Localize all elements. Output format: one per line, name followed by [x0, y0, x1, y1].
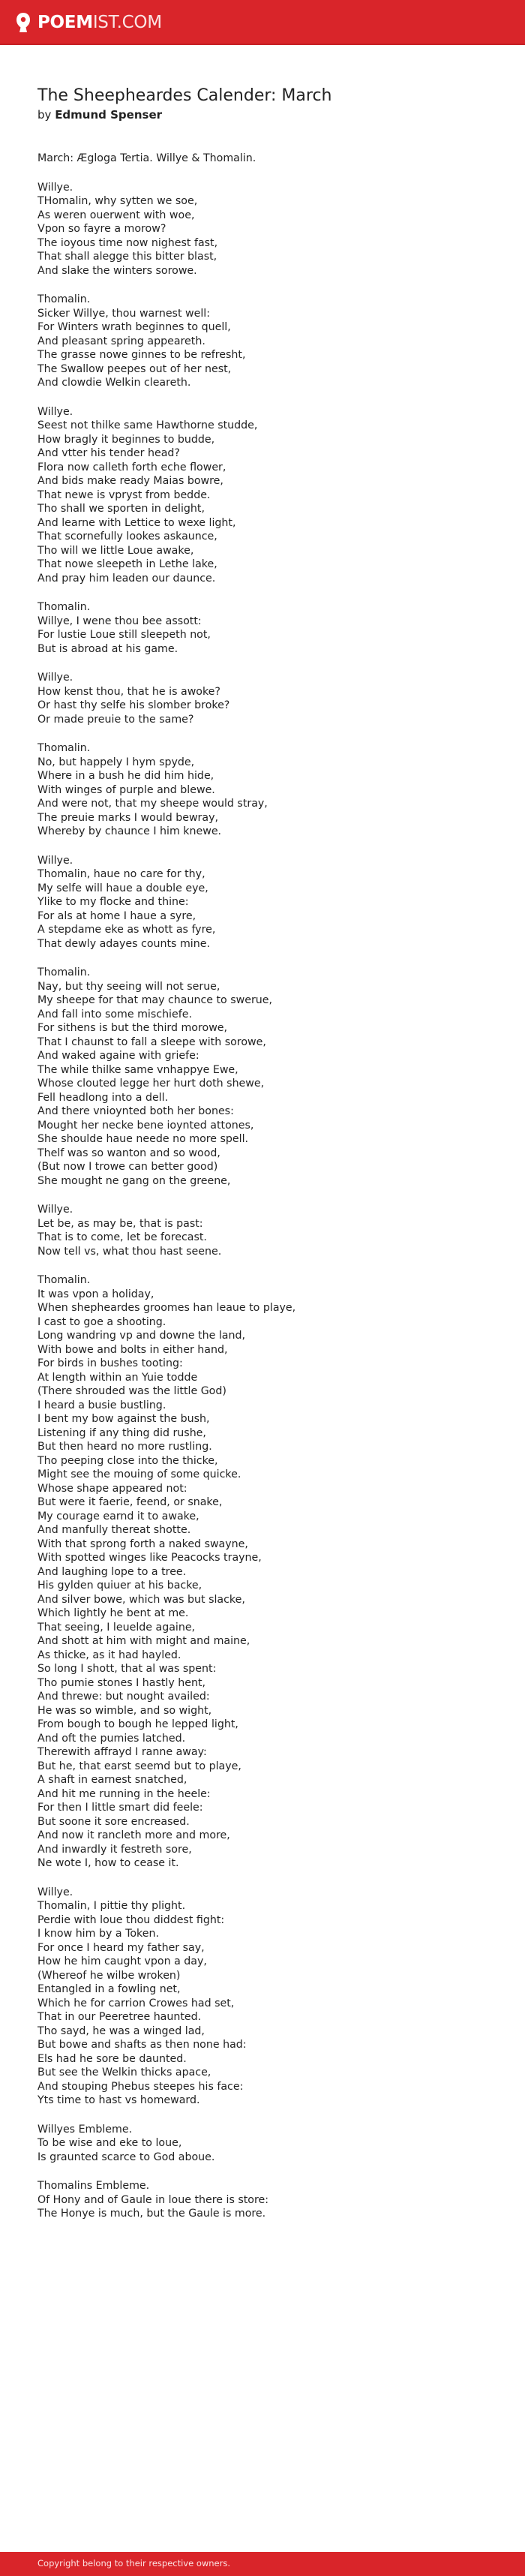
poem-line: Or made preuie to the same? [38, 713, 194, 726]
poem-stanza [38, 966, 488, 1188]
poem-line: Tho sayd, he was a winged lad, [38, 2024, 205, 2037]
poem-line: And vtter his tender head? [38, 447, 180, 459]
poem-line: For sithens is but the third morowe, [38, 1022, 228, 1034]
poem-line: (Whereof he wilbe wroken) [38, 1969, 181, 1982]
logo-wordmark [38, 13, 162, 32]
poem-line: To be wise and eke to loue, [38, 2137, 182, 2149]
poem-line: Thomalin, haue no care for thy, [38, 868, 206, 880]
poem-stanza [38, 405, 488, 586]
poem-line: (But now I trowe can better good) [38, 1161, 218, 1173]
poem-line: Sicker Willye, thou warnest well: [38, 307, 211, 320]
poem-line: And bids make ready Maias bowre, [38, 475, 224, 487]
poem-line: And pray him leaden our daunce. [38, 572, 216, 585]
poem-line: THomalin, why sytten we soe, [38, 195, 198, 207]
poem-line: Thomalin. [38, 293, 91, 305]
poem-line: He was so wimble, and so wight, [38, 1704, 212, 1717]
poem-line: Thomalin. [38, 1274, 91, 1286]
poem-line: Whose shape appeared not: [38, 1482, 188, 1495]
poem-line: And shott at him with might and maine, [38, 1635, 250, 1647]
poem-line: Which he for carrion Crowes had set, [38, 1997, 235, 2009]
poem-line: Thomalin. [38, 601, 91, 613]
poem-line: That scornefully lookes askaunce, [38, 531, 218, 543]
poem-line: And inwardly it festreth sore, [38, 1843, 192, 1856]
poem-line: My sheepe for that may chaunce to swerue, [38, 994, 273, 1006]
poem-line: That nowe sleepeth in Lethe lake, [38, 558, 218, 570]
poem-line: Tho will we little Loue awake, [38, 544, 194, 557]
poem-line: For once I heard my father say, [38, 1941, 205, 1954]
poem-line: The Honye is much, but the Gaule is more. [38, 2208, 266, 2220]
poem-title: The Sheepheardes Calender: March [38, 86, 332, 105]
poem-line: (There shrouded was the little God) [38, 1385, 226, 1397]
poem-line: And pleasant spring appeareth. [38, 335, 206, 347]
poem-line: That I chaunst to fall a sleepe with sorowe, [38, 1036, 266, 1048]
poem-line: With bowe and bolts in either hand, [38, 1343, 228, 1356]
poem-line: Long wandring vp and downe the land, [38, 1330, 245, 1342]
poem-line: I know him by a Token. [38, 1928, 159, 1940]
poem-line: Mought her necke bene ioynted attones, [38, 1119, 254, 1132]
poem-line: Willye. [38, 1204, 74, 1216]
poem-line: And clowdie Welkin cleareth. [38, 377, 191, 389]
poem-article [38, 86, 488, 2236]
poem-line: But were it faerie, feend, or snake, [38, 1496, 223, 1508]
poem-line: No, but happely I hym spyde, [38, 756, 195, 768]
poem-line: And laughing lope to a tree. [38, 1565, 187, 1578]
poem-line: But he, that earst seemd but to playe, [38, 1760, 242, 1772]
poem-line: From bough to bough he lepped light, [38, 1718, 238, 1730]
logo-text-light: IST.COM [92, 13, 162, 32]
poem-line: Where in a bush he did him hide, [38, 770, 214, 782]
poem-line: But see the Welkin thicks apace, [38, 2067, 212, 2079]
poem-line: Willyes Embleme. [38, 2123, 133, 2136]
poem-stanza [38, 1886, 488, 2108]
poem-line: But is abroad at his game. [38, 642, 178, 655]
poem-line: Flora now calleth forth eche flower, [38, 461, 226, 473]
poem-stanza [38, 671, 488, 726]
poem-line: But soone it sore encreased. [38, 1815, 190, 1828]
poem-line: With that sprong forth a naked swayne, [38, 1537, 248, 1550]
poem-line: Thomalins Embleme. [38, 2180, 150, 2192]
poem-line: Whose clouted legge her hurt doth shewe, [38, 1078, 265, 1090]
poem-line: The grasse nowe ginnes to be refresht, [38, 349, 246, 361]
poem-line: How bragly it beginnes to budde, [38, 433, 215, 446]
poem-line: That is to come, let be forecast. [38, 1231, 207, 1243]
poem-line: And threwe: but nought availed: [38, 1691, 210, 1703]
poem-line: Willye. [38, 181, 74, 194]
poem-line: And manfully thereat shotte. [38, 1524, 191, 1536]
poem-stanza [38, 854, 488, 951]
poem-line: Listening if any thing did rushe, [38, 1426, 206, 1439]
poem-stanza [38, 741, 488, 839]
poem-line: Willye. [38, 672, 74, 684]
poem-line: For then I little smart did feele: [38, 1802, 203, 1814]
poem-line: That in our Peeretree haunted. [38, 2011, 202, 2023]
poem-line: The Swallow peepes out of her nest, [38, 362, 232, 375]
poem-line: Entangled in a fowling net, [38, 1983, 181, 1995]
poem-line: For birds in bushes tooting: [38, 1357, 183, 1369]
poem-line: A stepdame eke as whott as fyre, [38, 924, 216, 936]
poem-line: Is graunted scarce to God aboue. [38, 2151, 215, 2163]
poem-line: That shall alegge this bitter blast, [38, 251, 218, 263]
poem-line: Thelf was so wanton and so wood, [38, 1147, 220, 1159]
poem-line: Might see the mouing of some quicke. [38, 1468, 242, 1480]
author-link[interactable]: Edmund Spenser [55, 108, 163, 122]
poem-line: Tho peeping close into the thicke, [38, 1454, 218, 1467]
poem-line: With winges of purple and blewe. [38, 783, 215, 796]
poem-line: Whereby by chaunce I him knewe. [38, 825, 222, 837]
poem-line: So long I shott, that al was spent: [38, 1663, 217, 1675]
poem-stanza [38, 1273, 488, 1871]
poem-line: Perdie with loue thou diddest fight: [38, 1913, 225, 1926]
poem-line: Which lightly he bent at me. [38, 1607, 189, 1619]
poem-line: With spotted winges like Peacocks trayne, [38, 1552, 262, 1564]
poem-line: Let be, as may be, that is past: [38, 1217, 203, 1230]
poem-stanza [38, 2179, 488, 2221]
poem-line: That seeing, I leuelde againe, [38, 1621, 196, 1634]
poem-line: Or hast thy selfe his slomber broke? [38, 699, 230, 711]
poem-line: The while thilke same vnhappye Ewe, [38, 1063, 238, 1076]
poem-line: She shoulde haue neede no more spell. [38, 1133, 249, 1145]
poem-line: Of Hony and of Gaule in loue there is store: [38, 2193, 269, 2206]
poem-line: The ioyous time now nighest fast, [38, 236, 218, 249]
poem-line: As weren ouerwent with woe, [38, 209, 195, 221]
site-header [0, 0, 525, 45]
poem-line: As thicke, as it had hayled. [38, 1649, 182, 1661]
poem-line: When shepheardes groomes han leaue to playe, [38, 1302, 296, 1314]
poem-line: His gylden quiuer at his backe, [38, 1580, 202, 1592]
poem-line: For als at home I haue a syre, [38, 909, 196, 922]
poem-line: Thomalin, I pittie thy plight. [38, 1900, 186, 1912]
site-footer [0, 2552, 525, 2576]
poem-line: I bent my bow against the bush, [38, 1413, 210, 1425]
poem-line: And silver bowe, which was but slacke, [38, 1593, 245, 1606]
poem-line: Now tell vs, what thou hast seene. [38, 1245, 222, 1258]
poem-line: I heard a busie bustling. [38, 1399, 166, 1411]
poem-line: Willye. [38, 1886, 74, 1898]
poem-stanza [38, 600, 488, 656]
poem-line: And hit me running in the heele: [38, 1787, 211, 1800]
poem-line: I cast to goe a shooting. [38, 1315, 166, 1328]
logo-text-bold: POEM [38, 13, 93, 32]
poem-line: Ylike to my flocke and thine: [38, 896, 189, 908]
poem-line: And oft the pumies latched. [38, 1732, 186, 1745]
poem-line: And fall into some mischiefe. [38, 1008, 192, 1020]
poem-stanza [38, 293, 488, 390]
poem-line: That dewly adayes counts mine. [38, 937, 210, 950]
poem-line: And were not, that my sheepe would stray, [38, 798, 268, 810]
poem-stanza [38, 152, 488, 166]
poem-line: How kenst thou, that he is awoke? [38, 685, 220, 698]
poem-stanza [38, 181, 488, 278]
poem-line: Nay, but thy seeing will not serue, [38, 980, 220, 993]
byline [38, 107, 488, 122]
poem-stanza [38, 2123, 488, 2165]
poem-line: My courage earnd it to awake, [38, 1510, 200, 1522]
poem-line: How he him caught vpon a day, [38, 1955, 207, 1967]
poem-line: But then heard no more rustling. [38, 1441, 212, 1453]
poem-line: Therewith affrayd I ranne away: [38, 1746, 207, 1758]
poem-stanza [38, 1203, 488, 1258]
poem-line: And now it rancleth more and more, [38, 1829, 230, 1841]
poem-line: Tho pumie stones I hastly hent, [38, 1676, 206, 1689]
poem-line: For lustie Loue still sleepeth not, [38, 629, 211, 641]
poem-line: Seest not thilke same Hawthorne studde, [38, 419, 258, 431]
poem-line: My selfe will haue a double eye, [38, 882, 208, 894]
poem-line: For Winters wrath beginnes to quell, [38, 321, 231, 333]
poem-line: And waked againe with griefe: [38, 1050, 200, 1062]
poem-line: Thomalin. [38, 742, 91, 754]
poem-line: And there vnioynted both her bones: [38, 1105, 234, 1117]
poem-line: Willye, I wene thou bee assott: [38, 615, 202, 627]
poem-line: And stouping Phebus steepes his face: [38, 2080, 244, 2093]
poem-line: And slake the winters sorowe. [38, 264, 197, 277]
poem-line: But bowe and shafts as then none had: [38, 2039, 247, 2051]
poem-line: Willye. [38, 405, 74, 418]
footer-copyright: Copyright belong to their respective owners. [38, 2558, 231, 2568]
poem-line: And learne with Lettice to wexe light, [38, 516, 236, 529]
poem-line: Thomalin. [38, 966, 91, 978]
poem-line: Els had he sore be daunted. [38, 2052, 187, 2065]
poem-line: Tho shall we sporten in delight, [38, 503, 205, 515]
byline-label: by [38, 108, 52, 122]
poem-line: Fell headlong into a dell. [38, 1091, 169, 1104]
poem-line: Vpon so fayre a morow? [38, 223, 166, 235]
poem-line: March: Ægloga Tertia. Willye & Thomalin. [38, 152, 256, 164]
logo-mark-icon [15, 12, 32, 33]
poem-line: She mought ne gang on the greene, [38, 1174, 231, 1187]
poem-line: Willye. [38, 854, 74, 867]
poem-line: The preuie marks I would bewray, [38, 811, 218, 824]
poem-body [38, 152, 488, 2221]
poem-line: It was vpon a holiday, [38, 1288, 154, 1300]
poem-line: A shaft in earnest snatched, [38, 1774, 188, 1786]
site-logo[interactable] [15, 11, 162, 34]
poem-line: Ne wote I, how to cease it. [38, 1857, 179, 1869]
poem-line: That newe is vpryst from bedde. [38, 488, 211, 501]
poem-line: At length within an Yuie todde [38, 1371, 198, 1384]
poem-line: Yts time to hast vs homeward. [38, 2094, 200, 2106]
